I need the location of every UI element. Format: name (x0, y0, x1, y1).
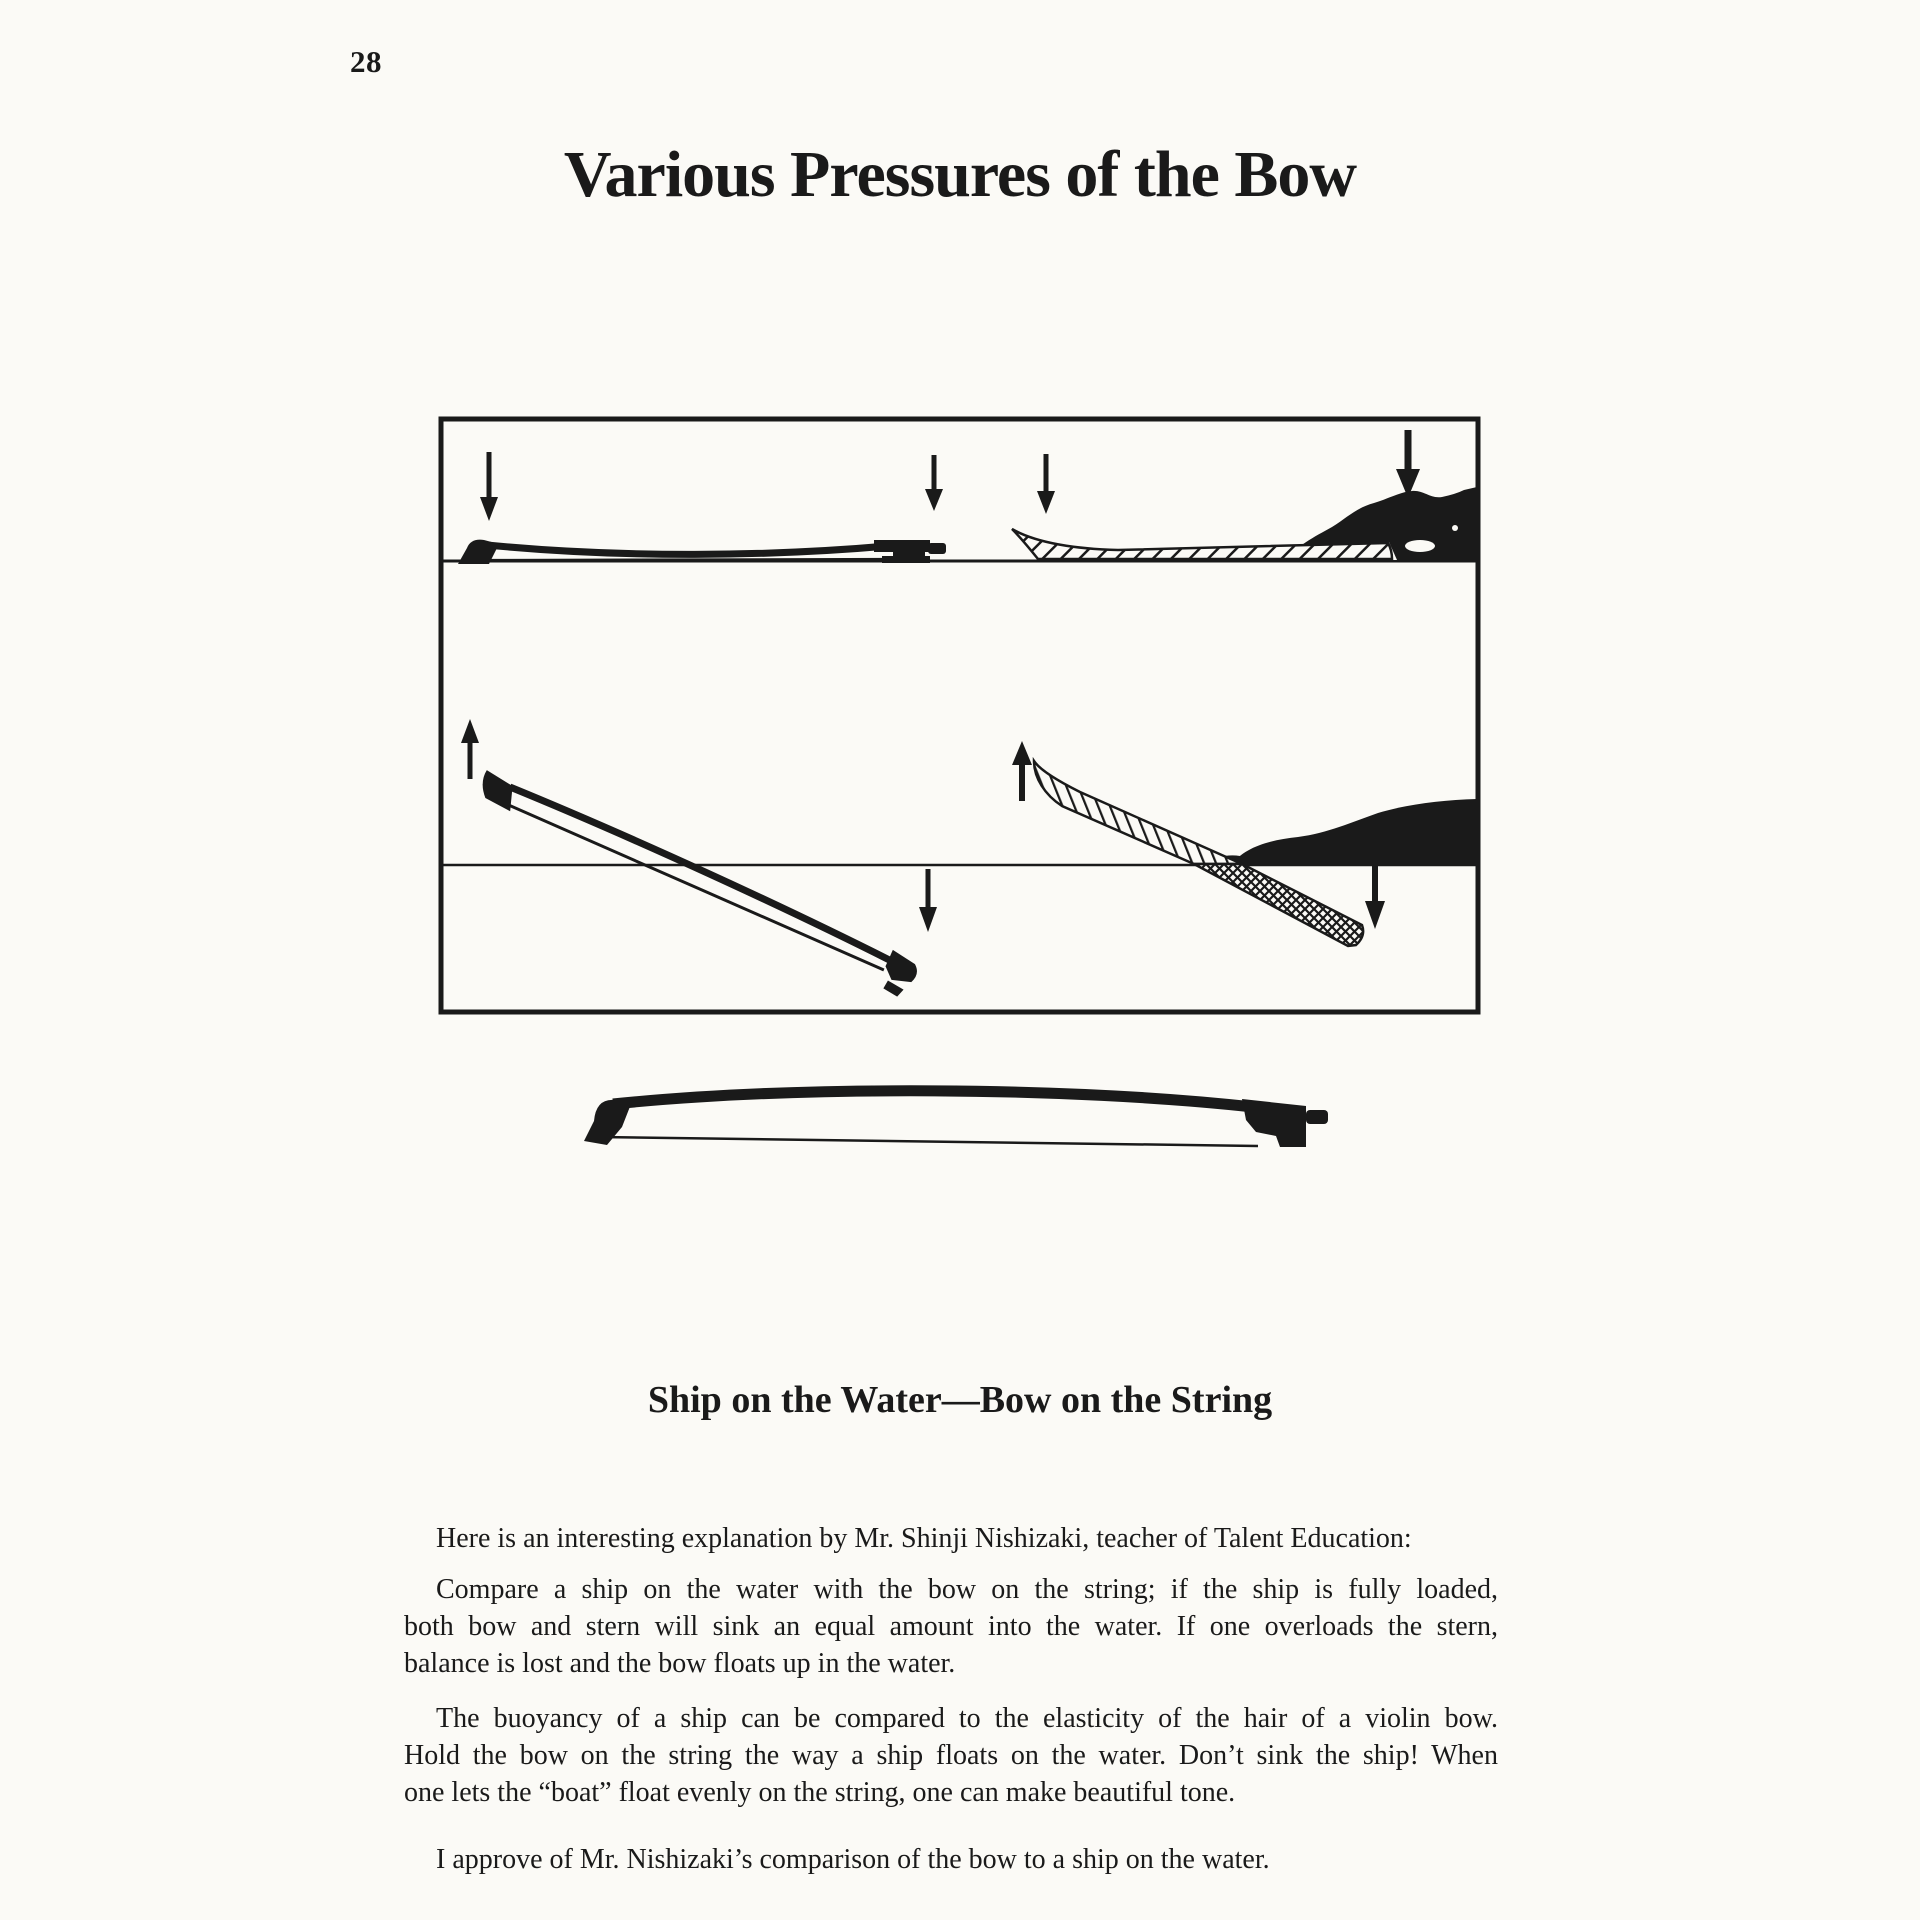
page-number: 28 (350, 44, 382, 79)
ship-hull (1012, 529, 1392, 559)
shore-notch (1376, 542, 1397, 560)
page-title: Various Pressures of the Bow (563, 138, 1357, 211)
body-line: Here is an interesting explanation by Mr. Shinji Nishizaki, teacher of Talent Education: (436, 1523, 1412, 1554)
ship-hull-above-water (1034, 761, 1242, 864)
body-line: I approve of Mr. Nishizaki’s comparison of the bow to a ship on the water. (436, 1844, 1270, 1875)
bow-stick (508, 785, 898, 963)
shoreline-top (1236, 487, 1477, 561)
paragraph (404, 1520, 1498, 1557)
bow-tip-icon (458, 540, 499, 564)
figure-frame (441, 419, 1478, 1012)
down-arrow-icon (925, 455, 943, 511)
bow-hair (599, 1137, 1258, 1146)
down-arrow-icon (480, 452, 498, 521)
body-line: Compare a ship on the water with the bow on the string; if the ship is fully loaded, (436, 1574, 1498, 1605)
bow-tip-icon (881, 950, 921, 989)
down-arrow-icon (1365, 866, 1385, 929)
bow-tip-icon (584, 1100, 631, 1145)
down-arrow-icon (1037, 454, 1055, 514)
up-arrow-icon (461, 719, 479, 779)
bow-frog-foot (882, 556, 930, 563)
body-text (404, 1520, 1498, 1878)
bow-frog (1242, 1099, 1306, 1147)
bow-hair (509, 803, 884, 972)
up-arrow-icon (1012, 741, 1032, 801)
body-line: Hold the bow on the string the way a ship floats on the water. Don’t sink the ship! When (404, 1740, 1498, 1771)
ship-hull-below-water (1194, 864, 1363, 946)
body-line: both bow and stern will sink an equal amount into the water. If one overloads the stern, (404, 1611, 1498, 1642)
bow-button (1306, 1110, 1328, 1124)
violin-bow (584, 1091, 1328, 1147)
bow-frog (874, 540, 930, 552)
tilted-bow (470, 769, 922, 1000)
bow-button (928, 543, 946, 554)
paragraph (404, 1700, 1498, 1811)
level-bow (458, 540, 946, 564)
bow-stick (487, 545, 899, 554)
bow-hair (477, 559, 895, 560)
paragraph (404, 1841, 1498, 1878)
bow-frog (893, 546, 925, 561)
shoreline-bottom (1204, 799, 1477, 864)
bow-stick (613, 1091, 1253, 1107)
level-ship (1012, 529, 1392, 559)
shore-highlight (1405, 540, 1435, 552)
down-arrow-icon (1396, 430, 1420, 498)
body-line: one lets the “boat” float evenly on the string, one can make beautiful tone. (404, 1777, 1236, 1808)
down-arrow-icon (919, 869, 937, 932)
paragraph (404, 1571, 1498, 1682)
figure-caption: Ship on the Water—Bow on the String (647, 1379, 1273, 1421)
tilted-ship (1034, 761, 1363, 946)
bow-frog (475, 770, 521, 811)
body-line: balance is lost and the bow floats up in the water. (404, 1648, 956, 1679)
bow-tip-nub (883, 980, 905, 998)
shore-highlight (1452, 525, 1458, 531)
body-line: The buoyancy of a ship can be compared to the elasticity of the hair of a violin bow. (436, 1703, 1498, 1734)
